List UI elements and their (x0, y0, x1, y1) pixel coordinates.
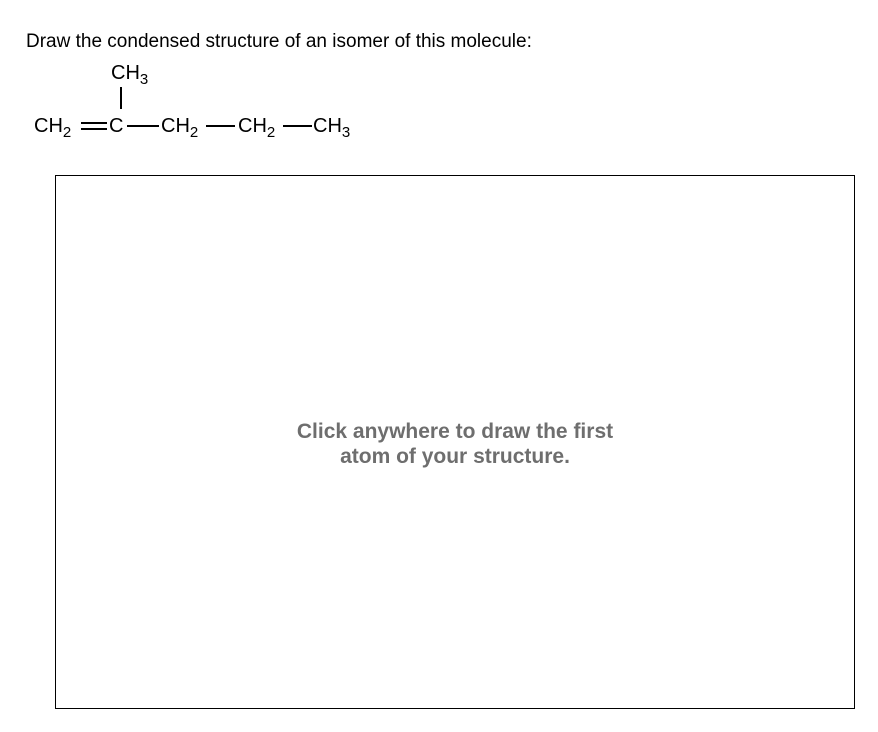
atom-ch2-terminal: $CH_2$ (34, 115, 72, 141)
drawing-hint: Click anywhere to draw the first atom of your structure. (296, 420, 614, 468)
atom-ch2-1: $CH_2$ (161, 115, 199, 141)
bond-single-2 (206, 125, 235, 127)
bond-vertical-single (120, 87, 122, 109)
atom-ch2-2: $CH_2$ (238, 115, 276, 141)
question-prompt: Draw the condensed structure of an isomer of this molecule: (26, 31, 532, 52)
atom-branch-ch3: $CH_3$ (111, 62, 149, 88)
drawing-canvas[interactable] (55, 175, 855, 709)
bond-double-line-2 (81, 128, 107, 130)
bond-single-1 (127, 125, 159, 127)
bond-double-line-1 (81, 122, 107, 124)
atom-c-branched: C (109, 115, 124, 137)
atom-ch3-terminal: $CH_3$ (313, 115, 351, 141)
bond-single-3 (283, 125, 312, 127)
molecule-structure (0, 0, 400, 160)
